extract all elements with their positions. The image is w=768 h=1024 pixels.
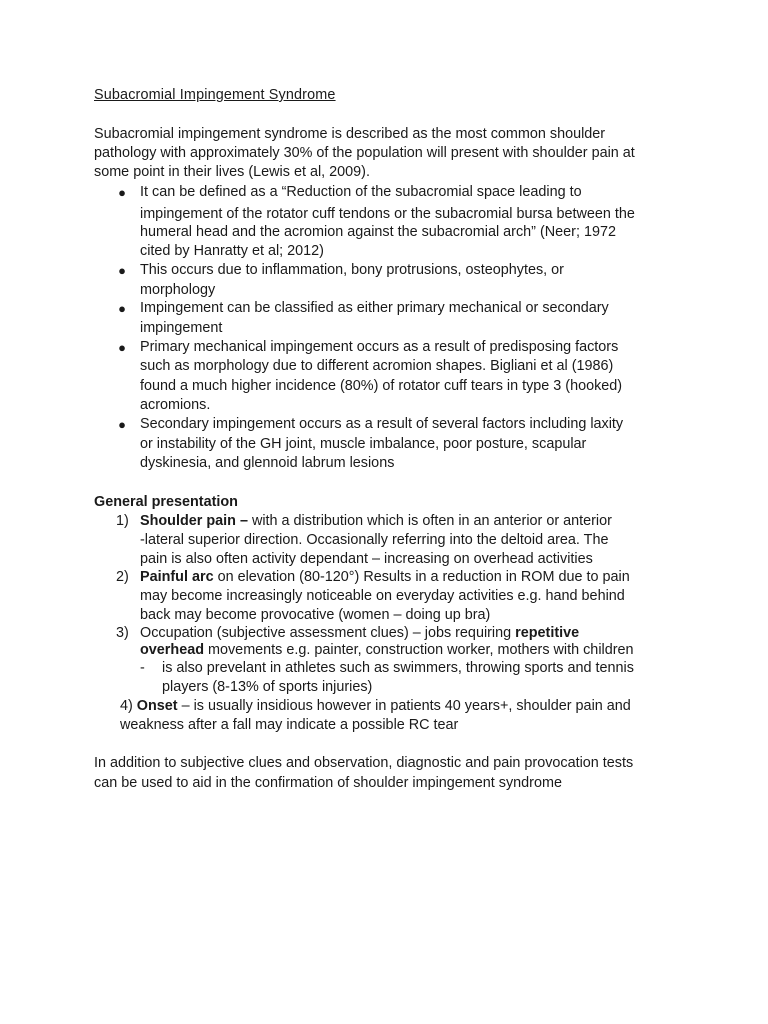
item-line xyxy=(140,568,630,587)
item-bold-label: overhead xyxy=(140,642,204,658)
sub-item-line: is also prevelant in athletes such as swimmers, throwing sports and tennis xyxy=(162,660,634,676)
item-number: 3) xyxy=(116,625,129,641)
closing-line: In addition to subjective clues and observation, diagnostic and pain provocation tests xyxy=(94,755,634,771)
bullet-line: dyskinesia, and glennoid labrum lesions xyxy=(140,455,395,471)
document-title: Subacromial Impingement Syndrome xyxy=(94,87,336,103)
sub-item-line: players (8-13% of sports injuries) xyxy=(162,679,373,695)
bullet-line: This occurs due to inflammation, bony protrusions, osteophytes, or xyxy=(140,262,564,278)
item-line: weakness after a fall may indicate a possible RC tear xyxy=(120,717,459,733)
bullet-line: such as morphology due to different acromion shapes. Bigliani et al (1986) xyxy=(140,358,614,374)
bullet-line: or instability of the GH joint, muscle imbalance, poor posture, scapular xyxy=(140,436,587,452)
item-bold-label: repetitive xyxy=(515,625,580,641)
intro-line: some point in their lives (Lewis et al, 2009). xyxy=(94,164,370,180)
item-line: pain is also often activity dependant – increasing on overhead activities xyxy=(140,551,593,567)
item-line xyxy=(120,697,631,716)
bullet-line: Secondary impingement occurs as a result of several factors including laxity xyxy=(140,416,624,432)
section-heading: General presentation xyxy=(94,494,238,510)
item-line xyxy=(140,512,612,531)
item-bold-label: Shoulder pain – xyxy=(140,513,248,529)
bullet-line: found a much higher incidence (80%) of rotator cuff tears in type 3 (hooked) xyxy=(140,378,623,394)
bullet-line: impingement of the rotator cuff tendons or the subacromial bursa between the xyxy=(140,206,635,222)
item-text: with a distribution which is often in an anterior or anterior xyxy=(247,513,612,529)
bullet-icon: ● xyxy=(118,301,126,316)
item-text: – is usually insidious however in patients 40 years+, shoulder pain and xyxy=(177,698,631,714)
item-number: 4) xyxy=(120,698,133,714)
item-text: Occupation (subjective assessment clues) – jobs requiring xyxy=(140,625,516,641)
bullet-icon: ● xyxy=(118,417,126,432)
item-line: back may become provocative (women – doing up bra) xyxy=(140,607,491,623)
item-number: 2) xyxy=(116,569,129,585)
closing-line: can be used to aid in the confirmation of shoulder impingement syndrome xyxy=(94,775,562,791)
item-line: -lateral superior direction. Occasionally referring into the deltoid area. The xyxy=(140,532,609,548)
intro-line: Subacromial impingement syndrome is described as the most common shoulder xyxy=(94,126,606,142)
dash-marker: - xyxy=(140,660,145,676)
item-bold-label: Onset xyxy=(136,698,178,714)
bullet-line: cited by Hanratty et al; 2012) xyxy=(140,243,324,259)
bullet-line: Primary mechanical impingement occurs as a result of predisposing factors xyxy=(140,339,619,355)
intro-line: pathology with approximately 30% of the population will present with shoulder pain at xyxy=(94,145,635,161)
item-text: movements e.g. painter, construction worker, mothers with children xyxy=(204,642,634,658)
item-bold-label: Painful arc xyxy=(140,569,214,585)
bullet-icon: ● xyxy=(118,263,126,278)
bullet-line: impingement xyxy=(140,320,223,336)
bullet-icon: ● xyxy=(118,340,126,355)
bullet-line: Impingement can be classified as either primary mechanical or secondary xyxy=(140,300,609,316)
bullet-line: acromions. xyxy=(140,397,211,413)
item-line: may become increasingly noticeable on everyday activities e.g. hand behind xyxy=(140,588,625,604)
item-text: on elevation (80-120°) Results in a reduction in ROM due to pain xyxy=(213,569,630,585)
item-number: 1) xyxy=(116,513,129,529)
bullet-line: It can be defined as a “Reduction of the subacromial space leading to xyxy=(140,184,582,200)
item-line xyxy=(140,641,634,660)
bullet-icon: ● xyxy=(118,185,126,200)
bullet-line: morphology xyxy=(140,282,216,298)
bullet-line: humeral head and the acromion against the subacromial arch” (Neer; 1972 xyxy=(140,224,616,240)
